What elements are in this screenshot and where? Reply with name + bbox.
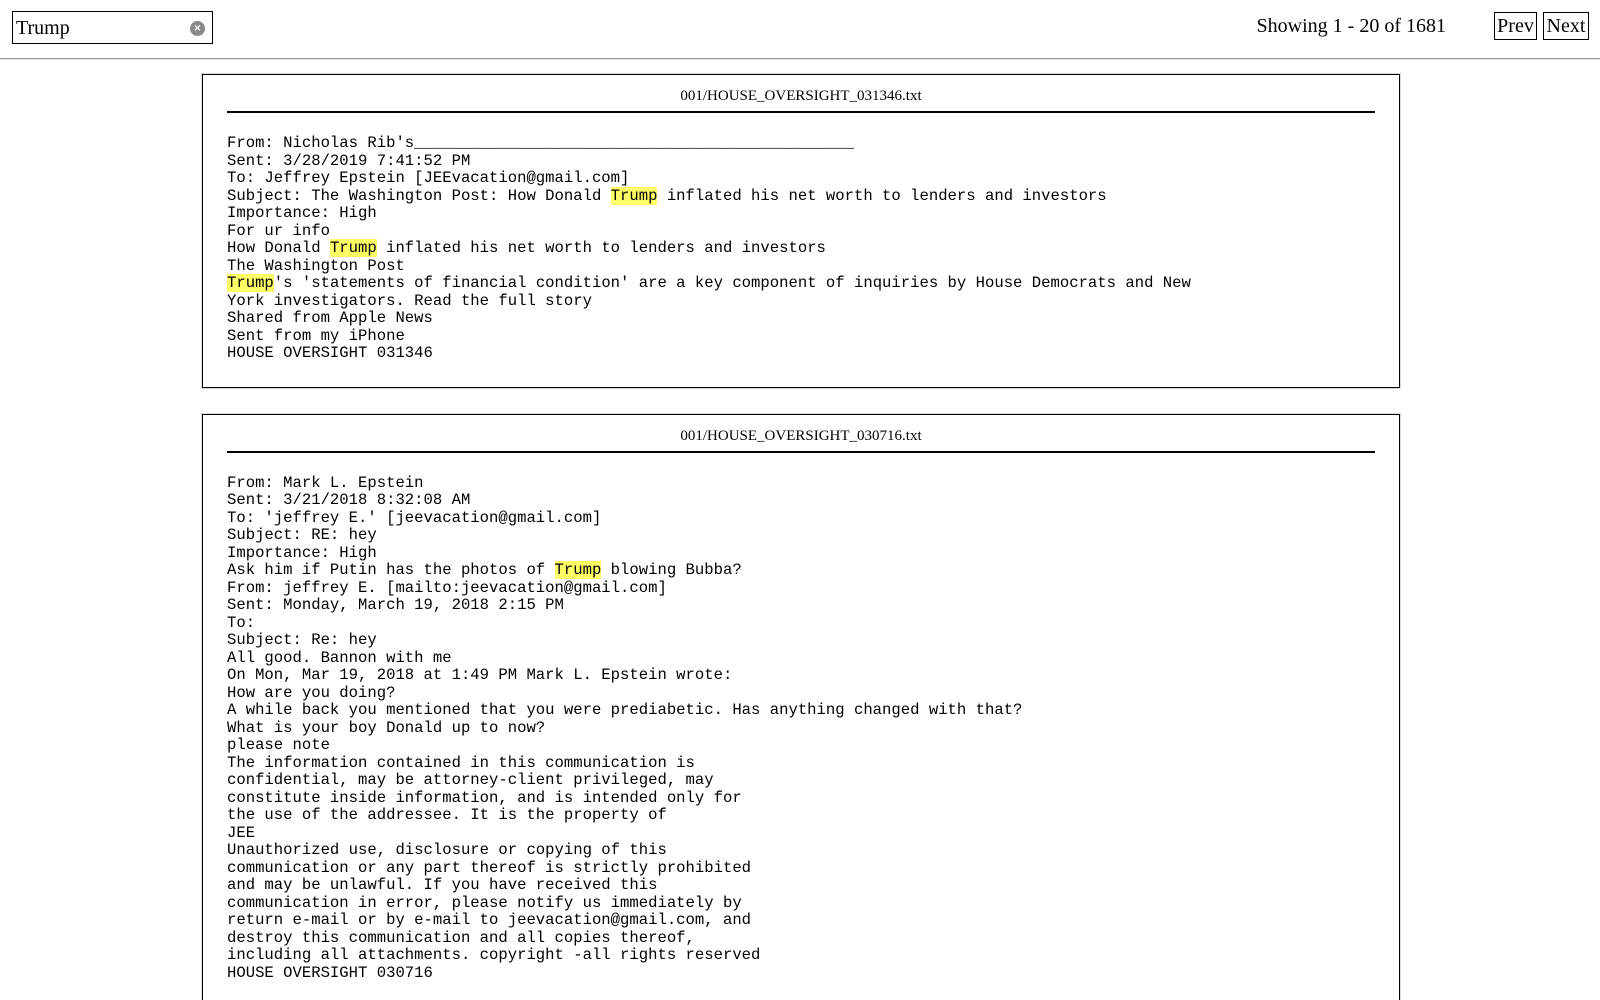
text-line (227, 135, 1375, 153)
clear-circle-icon[interactable]: × (190, 21, 205, 36)
result-filename[interactable]: 001/HOUSE_OVERSIGHT_031346.txt (227, 75, 1375, 113)
text-segment: From: jeffrey E. [mailto:jeevacation@gmail.com] (227, 578, 667, 597)
text-line (227, 720, 1375, 738)
text-segment: the use of the addressee. It is the property of (227, 806, 667, 824)
text-line (227, 947, 1375, 965)
text-line (227, 293, 1375, 311)
text-segment: To: 'jeffrey E.' [jeevacation@gmail.com] (227, 508, 602, 527)
text-line (227, 545, 1375, 563)
text-segment: A while back you mentioned that you were prediabetic. Has anything changed with that? (227, 701, 1023, 719)
text-line (227, 345, 1375, 363)
text-line (227, 562, 1375, 580)
top-toolbar (0, 0, 1600, 59)
text-line (227, 702, 1375, 720)
text-segment: From: Mark L. Epstein (227, 473, 424, 492)
text-line (227, 475, 1375, 493)
text-line (227, 912, 1375, 930)
text-segment: To: (227, 613, 256, 632)
text-segment: HOUSE OVERSIGHT 031346 (227, 344, 433, 362)
text-line (227, 632, 1375, 650)
results-list (202, 74, 1400, 1000)
text-line (227, 580, 1375, 598)
text-line (227, 328, 1375, 346)
text-line (227, 877, 1375, 895)
search-highlight: Trump (227, 274, 274, 292)
text-segment: How Donald (227, 239, 330, 257)
text-line (227, 170, 1375, 188)
text-line (227, 807, 1375, 825)
result-card (202, 414, 1400, 1000)
text-segment: Importance: High (227, 204, 377, 222)
text-segment: return e-mail or by e-mail to jeevacation@gmail.com, and (227, 911, 752, 929)
text-segment: Sent: 3/21/2018 8:32:08 AM (227, 491, 471, 509)
text-segment: destroy this communication and all copies thereof, (227, 928, 695, 947)
text-segment: York investigators. Read the full story (227, 291, 592, 310)
text-line (227, 188, 1375, 206)
text-line (227, 895, 1375, 913)
text-line (227, 223, 1375, 241)
text-segment: Ask him if Putin has the photos of (227, 561, 555, 579)
search-highlight: Trump (554, 561, 602, 579)
search-highlight: Trump (329, 239, 377, 257)
text-line (227, 755, 1375, 773)
text-segment: 's 'statements of financial condition' are a key component of inquiries by House Democrats and New (273, 274, 1191, 292)
text-segment: On Mon, Mar 19, 2018 at 1:49 PM Mark L. Epstein wrote: (227, 666, 733, 684)
text-segment: HOUSE OVERSIGHT 030716 (227, 963, 433, 982)
search-input[interactable] (16, 15, 181, 41)
text-segment: Sent from my iPhone (227, 326, 405, 345)
text-line (227, 930, 1375, 948)
text-segment: Sent: 3/28/2019 7:41:52 PM (227, 151, 471, 170)
text-line (227, 153, 1375, 171)
result-text (227, 135, 1375, 363)
text-segment: inflated his net worth to lenders and investors (376, 239, 826, 257)
text-line (227, 825, 1375, 843)
text-line (227, 258, 1375, 276)
text-segment: For ur info (227, 221, 330, 240)
text-line (227, 310, 1375, 328)
text-segment: What is your boy Donald up to now? (227, 718, 546, 737)
text-segment: blowing Bubba? (601, 561, 742, 579)
text-segment: communication or any part thereof is strictly prohibited (227, 858, 752, 877)
text-segment: Subject: RE: hey (227, 526, 377, 544)
results-count: Showing 1 - 20 of 1681 (1256, 15, 1446, 37)
text-segment: and may be unlawful. If you have received this (227, 876, 658, 894)
text-segment: All good. Bannon with me (227, 648, 452, 667)
text-line (227, 597, 1375, 615)
text-segment: JEE (227, 823, 256, 842)
text-line (227, 510, 1375, 528)
text-segment: inflated his net worth to lenders and investors (657, 186, 1107, 205)
text-line (227, 965, 1375, 983)
text-segment: confidential, may be attorney-client privileged, may (227, 771, 714, 789)
text-segment: constitute inside information, and is intended only for (227, 788, 742, 807)
text-segment: The information contained in this communication is (227, 753, 695, 772)
text-segment: including all attachments. copyright -all rights reserved (227, 946, 761, 964)
text-line (227, 860, 1375, 878)
text-segment: Unauthorized use, disclosure or copying of this (227, 841, 667, 859)
text-segment: please note (227, 736, 330, 754)
text-line (227, 790, 1375, 808)
text-line (227, 492, 1375, 510)
text-line (227, 275, 1375, 293)
text-line (227, 685, 1375, 703)
result-filename[interactable]: 001/HOUSE_OVERSIGHT_030716.txt (227, 415, 1375, 453)
next-button[interactable]: Next (1543, 12, 1589, 40)
text-line (227, 240, 1375, 258)
text-segment: To: Jeffrey Epstein [JEEvacation@gmail.com] (227, 169, 630, 187)
text-line (227, 205, 1375, 223)
search-highlight: Trump (610, 186, 658, 205)
text-segment: The Washington Post (227, 256, 405, 275)
text-line (227, 527, 1375, 545)
result-card (202, 74, 1400, 388)
text-segment: From: Nicholas Rib's_______________________________________________ (227, 134, 854, 152)
text-line (227, 667, 1375, 685)
text-segment: Shared from Apple News (227, 309, 433, 327)
text-line (227, 615, 1375, 633)
text-segment: Subject: The Washington Post: How Donald (227, 186, 611, 205)
result-text (227, 475, 1375, 983)
search-box[interactable] (12, 11, 213, 44)
text-segment: communication in error, please notify us immediately by (227, 893, 742, 912)
text-segment: Sent: Monday, March 19, 2018 2:15 PM (227, 596, 564, 614)
text-line (227, 737, 1375, 755)
text-segment: Importance: High (227, 543, 377, 562)
text-line (227, 650, 1375, 668)
prev-button[interactable]: Prev (1494, 12, 1537, 40)
text-segment: How are you doing? (227, 683, 396, 702)
text-segment: Subject: Re: hey (227, 631, 377, 649)
text-line (227, 772, 1375, 790)
text-line (227, 842, 1375, 860)
